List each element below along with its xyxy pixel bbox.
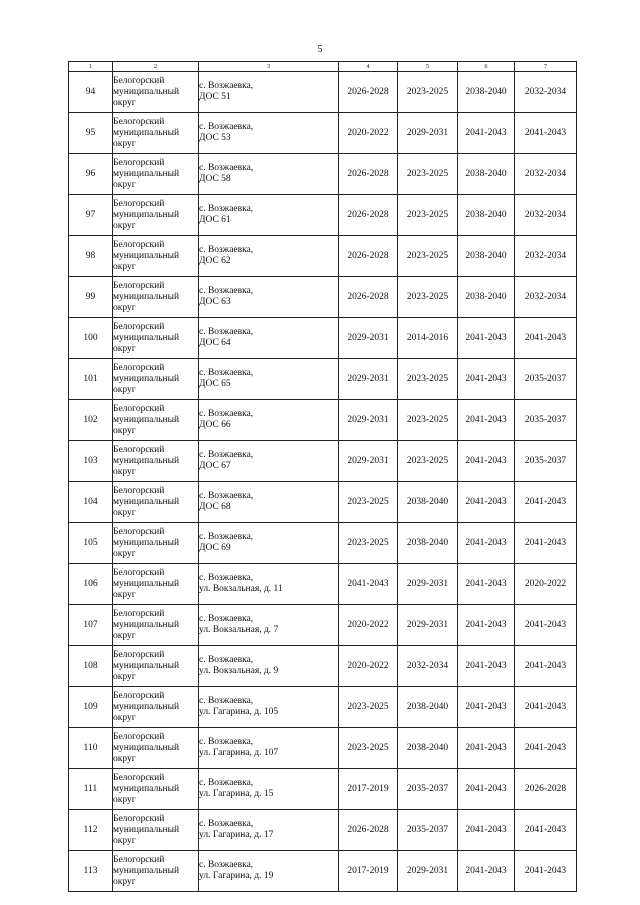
row-number: 104 [69,482,113,523]
period-cell-p5: 2014-2016 [398,318,458,359]
district-line: Белогорский [113,649,165,660]
address-line: с. Возжаевка, [199,368,254,378]
table-row [69,195,577,236]
address-line: с. Возжаевка, [199,245,254,255]
district-line: Белогорский [113,731,165,742]
district-line: Белогорский [113,403,165,414]
row-number: 94 [69,72,113,113]
period-cell-p5: 2038-2040 [398,687,458,728]
row-number: 108 [69,646,113,687]
period-cell-p4: 2029-2031 [339,359,398,400]
address-cell [199,564,339,605]
district-cell [113,277,199,318]
district-line: округ [113,97,136,108]
address-cell [199,482,339,523]
period-cell-p5: 2023-2025 [398,195,458,236]
period-cell-p7: 2032-2034 [515,195,577,236]
period-cell-p4: 2026-2028 [339,277,398,318]
period-cell-p6: 2041-2043 [458,523,515,564]
row-number: 97 [69,195,113,236]
address-line: с. Возжаевка, [199,81,254,91]
address-cell [199,441,339,482]
period-cell-p7: 2041-2043 [515,482,577,523]
row-number: 105 [69,523,113,564]
row-number: 101 [69,359,113,400]
address-cell [199,72,339,113]
table-row [69,482,577,523]
address-cell [199,400,339,441]
district-line: округ [113,753,136,764]
address-cell [199,113,339,154]
period-cell-p7: 2032-2034 [515,277,577,318]
address-line: с. Возжаевка, [199,737,254,747]
district-line: Белогорский [113,608,165,619]
address-cell [199,605,339,646]
period-cell-p4: 2020-2022 [339,605,398,646]
district-line: муниципальный [113,414,180,425]
period-cell-p5: 2023-2025 [398,441,458,482]
address-line: ул. Вокзальная, д. 9 [199,666,279,676]
district-cell [113,400,199,441]
period-cell-p5: 2023-2025 [398,154,458,195]
period-cell-p6: 2038-2040 [458,236,515,277]
period-cell-p7: 2041-2043 [515,851,577,892]
table-row [69,646,577,687]
address-line: с. Возжаевка, [199,286,254,296]
column-header: 2 [113,62,199,72]
address-cell [199,769,339,810]
district-line: муниципальный [113,496,180,507]
period-cell-p4: 2041-2043 [339,564,398,605]
district-line: округ [113,507,136,518]
period-cell-p5: 2023-2025 [398,277,458,318]
table-row [69,687,577,728]
period-cell-p5: 2023-2025 [398,72,458,113]
address-cell [199,236,339,277]
district-line: Белогорский [113,567,165,578]
period-cell-p7: 2026-2028 [515,769,577,810]
table-row [69,728,577,769]
column-header: 3 [199,62,339,72]
period-cell-p7: 2032-2034 [515,236,577,277]
row-number: 103 [69,441,113,482]
period-cell-p7: 2041-2043 [515,687,577,728]
district-line: Белогорский [113,772,165,783]
period-cell-p6: 2041-2043 [458,646,515,687]
period-cell-p5: 2029-2031 [398,851,458,892]
district-line: муниципальный [113,332,180,343]
district-line: муниципальный [113,660,180,671]
period-cell-p7: 2035-2037 [515,359,577,400]
district-line: муниципальный [113,373,180,384]
row-number: 95 [69,113,113,154]
period-cell-p4: 2026-2028 [339,236,398,277]
district-line: Белогорский [113,75,165,86]
address-line: с. Возжаевка, [199,860,254,870]
period-cell-p6: 2041-2043 [458,687,515,728]
address-line: с. Возжаевка, [199,204,254,214]
column-header: 5 [398,62,458,72]
period-cell-p7: 2041-2043 [515,646,577,687]
period-cell-p7: 2041-2043 [515,810,577,851]
district-cell [113,113,199,154]
district-line: Белогорский [113,813,165,824]
row-number: 98 [69,236,113,277]
period-cell-p6: 2038-2040 [458,195,515,236]
address-cell [199,154,339,195]
period-cell-p4: 2023-2025 [339,482,398,523]
district-line: Белогорский [113,157,165,168]
row-number: 111 [69,769,113,810]
table-row [69,72,577,113]
address-cell [199,523,339,564]
period-cell-p7: 2035-2037 [515,400,577,441]
district-cell [113,195,199,236]
data-table [68,61,577,892]
period-cell-p4: 2026-2028 [339,72,398,113]
period-cell-p6: 2041-2043 [458,400,515,441]
district-cell [113,810,199,851]
district-line: Белогорский [113,362,165,373]
period-cell-p5: 2023-2025 [398,359,458,400]
column-header: 7 [515,62,577,72]
period-cell-p4: 2020-2022 [339,646,398,687]
table-row [69,113,577,154]
district-line: муниципальный [113,742,180,753]
address-cell [199,728,339,769]
row-number: 106 [69,564,113,605]
row-number: 99 [69,277,113,318]
period-cell-p4: 2017-2019 [339,769,398,810]
district-cell [113,318,199,359]
period-cell-p7: 2041-2043 [515,605,577,646]
district-line: Белогорский [113,198,165,209]
column-header: 4 [339,62,398,72]
district-line: округ [113,179,136,190]
address-line: ДОС 53 [199,133,231,143]
district-cell [113,359,199,400]
period-cell-p6: 2041-2043 [458,851,515,892]
period-cell-p5: 2032-2034 [398,646,458,687]
district-cell [113,482,199,523]
period-cell-p7: 2032-2034 [515,72,577,113]
period-cell-p4: 2026-2028 [339,195,398,236]
address-line: с. Возжаевка, [199,573,254,583]
page-number: 5 [317,44,323,55]
district-line: Белогорский [113,854,165,865]
table-row [69,277,577,318]
district-line: муниципальный [113,127,180,138]
district-line: округ [113,794,136,805]
address-line: ДОС 51 [199,92,231,102]
address-line: ДОС 64 [199,338,231,348]
table-row [69,564,577,605]
address-line: с. Возжаевка, [199,819,254,829]
district-line: муниципальный [113,824,180,835]
district-line: Белогорский [113,690,165,701]
district-line: округ [113,466,136,477]
district-cell [113,605,199,646]
district-cell [113,236,199,277]
period-cell-p4: 2029-2031 [339,318,398,359]
district-line: Белогорский [113,321,165,332]
period-cell-p7: 2032-2034 [515,154,577,195]
district-line: округ [113,876,136,887]
district-cell [113,687,199,728]
district-cell [113,564,199,605]
address-cell [199,851,339,892]
district-line: Белогорский [113,280,165,291]
district-line: муниципальный [113,783,180,794]
table-row [69,359,577,400]
address-line: ДОС 61 [199,215,231,225]
address-line: ДОС 63 [199,297,231,307]
period-cell-p6: 2041-2043 [458,605,515,646]
district-line: муниципальный [113,865,180,876]
district-line: Белогорский [113,444,165,455]
address-line: с. Возжаевка, [199,696,254,706]
table-row [69,236,577,277]
district-line: муниципальный [113,619,180,630]
district-line: округ [113,671,136,682]
address-line: с. Возжаевка, [199,655,254,665]
period-cell-p5: 2038-2040 [398,523,458,564]
district-line: муниципальный [113,291,180,302]
district-cell [113,441,199,482]
district-line: муниципальный [113,455,180,466]
district-line: муниципальный [113,86,180,97]
district-cell [113,154,199,195]
period-cell-p4: 2029-2031 [339,400,398,441]
district-line: Белогорский [113,485,165,496]
address-cell [199,277,339,318]
table-row [69,769,577,810]
period-cell-p6: 2041-2043 [458,482,515,523]
address-line: ул. Гагарина, д. 19 [199,871,274,881]
row-number: 96 [69,154,113,195]
period-cell-p7: 2041-2043 [515,113,577,154]
address-line: ДОС 66 [199,420,231,430]
district-line: округ [113,835,136,846]
district-line: муниципальный [113,537,180,548]
row-number: 100 [69,318,113,359]
address-line: с. Возжаевка, [199,327,254,337]
address-line: с. Возжаевка, [199,614,254,624]
column-header: 6 [458,62,515,72]
period-cell-p7: 2041-2043 [515,318,577,359]
district-line: муниципальный [113,578,180,589]
address-line: ДОС 58 [199,174,231,184]
period-cell-p7: 2041-2043 [515,523,577,564]
table-row [69,400,577,441]
address-line: с. Возжаевка, [199,163,254,173]
table-row [69,810,577,851]
district-line: муниципальный [113,168,180,179]
period-cell-p4: 2029-2031 [339,441,398,482]
table-body [69,72,577,892]
district-cell [113,851,199,892]
district-line: округ [113,302,136,313]
district-line: округ [113,712,136,723]
period-cell-p6: 2038-2040 [458,154,515,195]
district-line: округ [113,261,136,272]
period-cell-p7: 2041-2043 [515,728,577,769]
address-line: ул. Гагарина, д. 15 [199,789,274,799]
district-line: муниципальный [113,209,180,220]
period-cell-p5: 2038-2040 [398,728,458,769]
district-line: округ [113,343,136,354]
period-cell-p6: 2041-2043 [458,113,515,154]
address-line: ул. Гагарина, д. 105 [199,707,279,717]
address-line: с. Возжаевка, [199,532,254,542]
district-line: округ [113,384,136,395]
district-cell [113,769,199,810]
period-cell-p5: 2023-2025 [398,400,458,441]
period-cell-p7: 2020-2022 [515,564,577,605]
period-cell-p5: 2029-2031 [398,113,458,154]
period-cell-p5: 2035-2037 [398,810,458,851]
period-cell-p4: 2020-2022 [339,113,398,154]
column-header: 1 [69,62,113,72]
district-line: округ [113,138,136,149]
period-cell-p5: 2023-2025 [398,236,458,277]
district-line: округ [113,589,136,600]
address-line: с. Возжаевка, [199,122,254,132]
address-line: ДОС 67 [199,461,231,471]
period-cell-p4: 2017-2019 [339,851,398,892]
period-cell-p6: 2041-2043 [458,359,515,400]
period-cell-p6: 2041-2043 [458,769,515,810]
address-line: ул. Вокзальная, д. 7 [199,625,279,635]
district-cell [113,523,199,564]
period-cell-p4: 2023-2025 [339,687,398,728]
period-cell-p7: 2035-2037 [515,441,577,482]
district-line: округ [113,220,136,231]
table-row [69,523,577,564]
period-cell-p6: 2041-2043 [458,728,515,769]
address-line: ул. Вокзальная, д. 11 [199,584,283,594]
period-cell-p5: 2029-2031 [398,564,458,605]
period-cell-p5: 2035-2037 [398,769,458,810]
district-line: муниципальный [113,701,180,712]
district-line: округ [113,548,136,559]
district-line: округ [113,630,136,641]
period-cell-p6: 2041-2043 [458,564,515,605]
table-row [69,605,577,646]
period-cell-p6: 2038-2040 [458,277,515,318]
district-cell [113,72,199,113]
district-line: округ [113,425,136,436]
period-cell-p6: 2038-2040 [458,72,515,113]
period-cell-p4: 2023-2025 [339,728,398,769]
period-cell-p6: 2041-2043 [458,441,515,482]
period-cell-p4: 2023-2025 [339,523,398,564]
table-row [69,318,577,359]
address-cell [199,646,339,687]
row-number: 112 [69,810,113,851]
district-cell [113,728,199,769]
period-cell-p4: 2026-2028 [339,810,398,851]
address-line: ул. Гагарина, д. 17 [199,830,274,840]
address-cell [199,359,339,400]
row-number: 109 [69,687,113,728]
district-line: Белогорский [113,239,165,250]
table-row [69,441,577,482]
table-header-row [69,62,577,72]
address-cell [199,810,339,851]
address-line: с. Возжаевка, [199,491,254,501]
row-number: 102 [69,400,113,441]
period-cell-p5: 2029-2031 [398,605,458,646]
district-line: Белогорский [113,116,165,127]
address-line: ДОС 65 [199,379,231,389]
address-line: с. Возжаевка, [199,450,254,460]
address-cell [199,195,339,236]
row-number: 113 [69,851,113,892]
period-cell-p5: 2038-2040 [398,482,458,523]
address-line: с. Возжаевка, [199,409,254,419]
table-row [69,154,577,195]
row-number: 110 [69,728,113,769]
district-cell [113,646,199,687]
district-line: муниципальный [113,250,180,261]
row-number: 107 [69,605,113,646]
address-line: ДОС 69 [199,543,231,553]
address-line: с. Возжаевка, [199,778,254,788]
period-cell-p6: 2041-2043 [458,810,515,851]
address-cell [199,318,339,359]
period-cell-p6: 2041-2043 [458,318,515,359]
address-line: ул. Гагарина, д. 107 [199,748,279,758]
district-line: Белогорский [113,526,165,537]
address-line: ДОС 62 [199,256,231,266]
period-cell-p4: 2026-2028 [339,154,398,195]
address-cell [199,687,339,728]
address-line: ДОС 68 [199,502,231,512]
table-row [69,851,577,892]
